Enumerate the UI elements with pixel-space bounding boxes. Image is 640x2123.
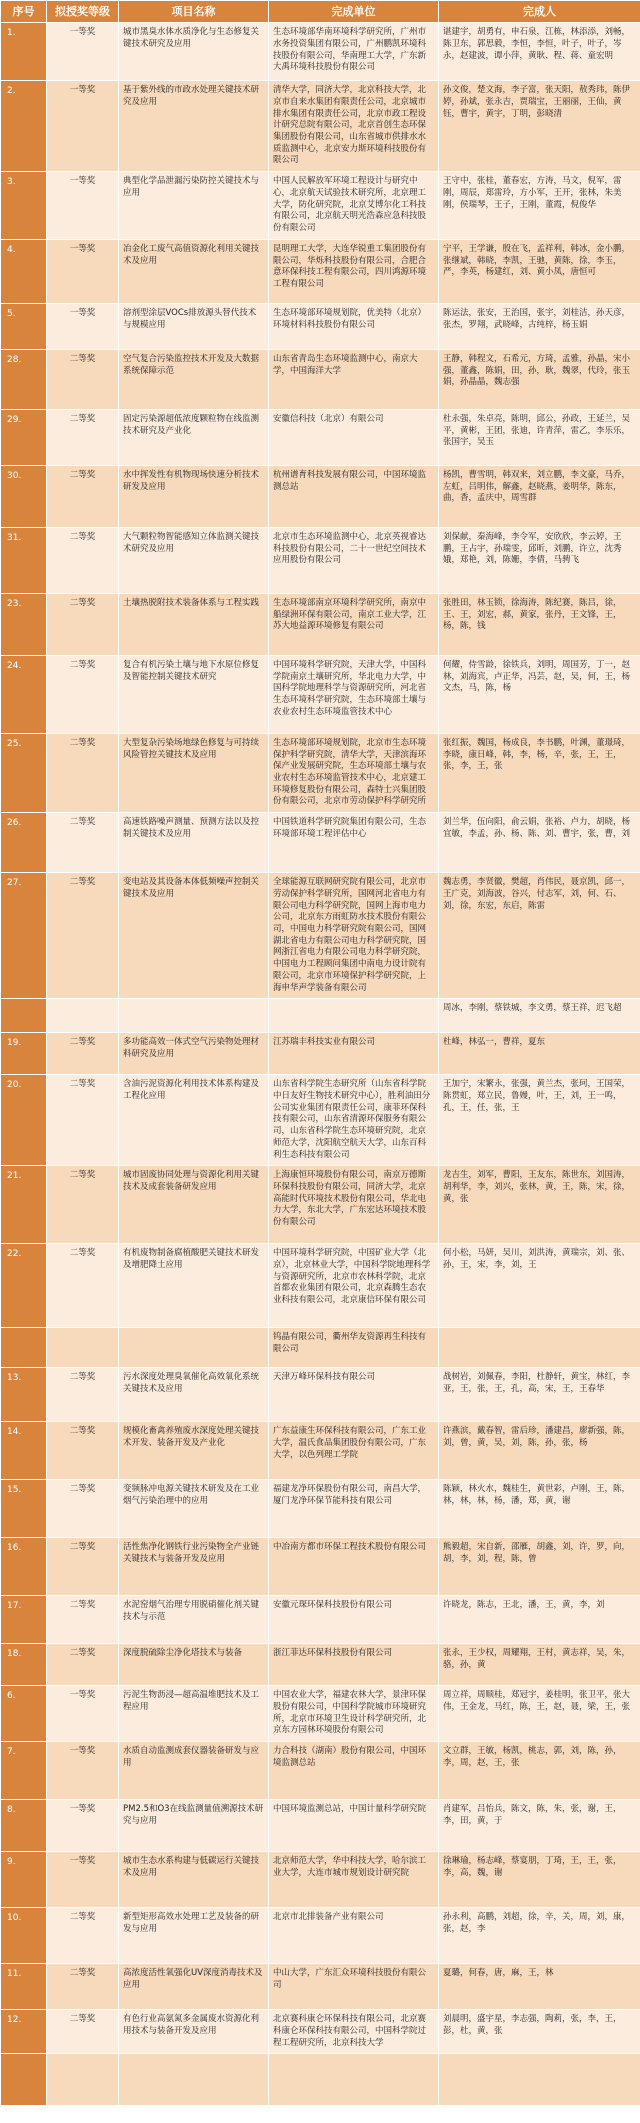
table-row bbox=[1, 873, 640, 999]
row-grade: 一等奖 bbox=[47, 1742, 119, 1800]
row-seq: 15. bbox=[1, 1480, 47, 1538]
row-seq: 24. bbox=[1, 655, 47, 733]
table-row bbox=[1, 1480, 640, 1538]
table-row bbox=[1, 239, 640, 303]
table-row bbox=[1, 1742, 640, 1800]
table-row bbox=[1, 409, 640, 465]
row-project: 典型化学品泄漏污染防控关键技术与应用 bbox=[119, 172, 269, 240]
row-project: 基于紫外线的市政水处理关键技术研究及应用 bbox=[119, 81, 269, 172]
row-grade: 一等奖 bbox=[47, 1852, 119, 1908]
row-people: 魏志勇，李贤徽，樊超，肖伟民，聂京凯，邱一，王广克，刘海波，谷兴，付志军，刘，何、石、刘，徐，东宏，东启，陈雷 bbox=[439, 873, 640, 999]
row-seq: 30. bbox=[1, 465, 47, 527]
row-people: 陈运法，张安，王治国，张宇，刘桂洁，孙天彦，张杰，罗翔，武晓峰，古纯梓，杨玉娟 bbox=[439, 303, 640, 349]
row-units: 昆明理工大学，大连华锐重工集团股份有限公司，华烁科技股份有限公司，合肥合意环保科技工程有限公司，四川鸿源环境工程有限公司 bbox=[269, 239, 439, 303]
row-project: 复合有机污染土壤与地下水原位修复及智能控制关键技术研究 bbox=[119, 655, 269, 733]
row-seq: 4. bbox=[1, 239, 47, 303]
row-seq: 1. bbox=[1, 23, 47, 81]
table-row bbox=[1, 23, 640, 81]
row-grade: 二等奖 bbox=[47, 1480, 119, 1538]
row-project: 高速铁路噪声测量、预测方法以及控制关键技术及应用 bbox=[119, 813, 269, 873]
row-grade: 二等奖 bbox=[47, 349, 119, 409]
row-units: 广东益康生环保科技有限公司，广东工业大学，温氏食品集团股份有限公司，广东大学，以色列理工学院 bbox=[269, 1422, 439, 1480]
row-units: 北京赛科康仑环保科技有限公司，北京赛科康仑环保科技有限公司，中国科学院过程工程研究所，北京科技大学 bbox=[269, 2010, 439, 2054]
row-project: 活性焦净化钢铁行业污染物全产业链关键技术与装备开发及应用 bbox=[119, 1538, 269, 1596]
row-people bbox=[439, 1328, 640, 1368]
row-people: 孙文俊，楚文海，李子富，张天阳，敖秀玮，陈伊婷，孙斌，张永吉，贾瑞宝，王丽丽，王仙，黄钰，曹宇，黄宇，丁明，彭晓清 bbox=[439, 81, 640, 172]
row-grade: 二等奖 bbox=[47, 1368, 119, 1422]
table-row bbox=[1, 813, 640, 873]
table-row bbox=[1, 1852, 640, 1908]
row-units: 上海康恒环境股份有限公司，南京万德斯环保科技股份有限公司，同济大学，北京高能时代环境技术股份有限公司，华北电力大学，东北大学，广东宏达环境技术股份有限公司 bbox=[269, 1166, 439, 1244]
table-row bbox=[1, 465, 640, 527]
row-project: 有色行业高氨氮多金属废水资源化利用技术与装备开发及应用 bbox=[119, 2010, 269, 2054]
row-grade: 二等奖 bbox=[47, 593, 119, 655]
table-row bbox=[1, 999, 640, 1033]
table-row bbox=[1, 1596, 640, 1644]
table-row bbox=[1, 303, 640, 349]
row-project bbox=[119, 2054, 269, 2106]
row-grade: 二等奖 bbox=[47, 813, 119, 873]
row-units: 生态环境部环境规划院，北京市生态环境保护科学研究院，清华大学，天津滨海环保产业发展研究院，生态环境部土壤与农业农村生态环境监管技术中心，北京建工环境修复股份有限公司，森特士兴集团股份有限公司，北京市劳动保护科学研究所 bbox=[269, 733, 439, 812]
row-units: 中国铁道科学研究院集团有限公司，生态环境部环境工程评估中心 bbox=[269, 813, 439, 873]
row-project: 大型复杂污染场地绿色修复与可持续风险管控关键技术及应用 bbox=[119, 733, 269, 812]
row-seq: 28. bbox=[1, 349, 47, 409]
row-seq: 25. bbox=[1, 733, 47, 812]
row-units: 福建龙净环保股份有限公司，南昌大学，厦门龙净环保节能科技有限公司 bbox=[269, 1480, 439, 1538]
row-seq: 27. bbox=[1, 873, 47, 999]
row-grade: 一等奖 bbox=[47, 1800, 119, 1852]
row-units: 中国环境监测总站，中国计量科学研究院 bbox=[269, 1800, 439, 1852]
row-project: 污泥生物沥浸—超高温堆肥技术及工程应用 bbox=[119, 1686, 269, 1742]
row-units: 安徽信科技（北京）有限公司 bbox=[269, 409, 439, 465]
row-people: 杜峰，林弘一，曹祥，夏东 bbox=[439, 1033, 640, 1075]
row-people: 刘晨明，盛宇星，李志强，陶莉，张，李，王，彭，杜，黄，张 bbox=[439, 2010, 640, 2054]
row-units: 中冶南方都市环保工程技术股份有限公司 bbox=[269, 1538, 439, 1596]
table-row bbox=[1, 1033, 640, 1075]
row-units: 钨晶有限公司，衢州华友资源再生科技有限公司 bbox=[269, 1328, 439, 1368]
row-project: 水中挥发性有机物现场快速分析技术研发及应用 bbox=[119, 465, 269, 527]
row-project: 多功能高效一体式空气污染物处理材料研究及应用 bbox=[119, 1033, 269, 1075]
row-seq: 21. bbox=[1, 1166, 47, 1244]
row-people: 许燕滨，戴春智，雷后珍，潘建昌，廖新强，陈，刘，曾，黄，吴，刘，陈，孙，张，杨 bbox=[439, 1422, 640, 1480]
table-row bbox=[1, 1328, 640, 1368]
row-grade: 二等奖 bbox=[47, 1244, 119, 1328]
row-seq: 29. bbox=[1, 409, 47, 465]
row-units: 中国环境科学研究院，中国矿业大学（北京），北京林业大学，中国科学院地理科学与资源研究所，北京市农林科学院，北京首都农业集团有限公司，北京森腾生态农业科技有限公司，北京康信环保有限公司 bbox=[269, 1244, 439, 1328]
row-units: 北京市北排装备产业有限公司 bbox=[269, 1908, 439, 1964]
row-project: PM2.5和O3在线监测量值溯源技术研究与应用 bbox=[119, 1800, 269, 1852]
row-project bbox=[119, 1328, 269, 1368]
row-units: 天津万峰环保科技有限公司 bbox=[269, 1368, 439, 1422]
row-units: 山东省青岛生态环境监测中心，南京大学，中国海洋大学 bbox=[269, 349, 439, 409]
row-project: 大气颗粒物智能感知立体监测关键技术研究及应用 bbox=[119, 527, 269, 593]
row-units bbox=[269, 999, 439, 1033]
table-row bbox=[1, 1644, 640, 1686]
table-row bbox=[1, 1538, 640, 1596]
header-people: 完成人 bbox=[439, 1, 640, 23]
row-seq: 20. bbox=[1, 1075, 47, 1166]
row-people: 王静，韩程文，石希元，方琦，孟雅，孙晶，宋小强，董鑫，陈娟，田，孙，耿，魏翠，代玲，张玉娟，孙晶晶，魏志强 bbox=[439, 349, 640, 409]
row-seq: 22. bbox=[1, 1244, 47, 1328]
row-grade: 二等奖 bbox=[47, 1644, 119, 1686]
row-grade: 二等奖 bbox=[47, 1908, 119, 1964]
row-seq: 5. bbox=[1, 303, 47, 349]
table-row bbox=[1, 1368, 640, 1422]
row-project: 溶剂型涂层VOCs排放源头替代技术与规模应用 bbox=[119, 303, 269, 349]
row-people: 熊毅超，宋自新，邵雁，胡鑫，刘，许，罗，向，胡，李，刘，程，陈，曾 bbox=[439, 1538, 640, 1596]
row-project: 深度脱硫除尘净化塔技术与装备 bbox=[119, 1644, 269, 1686]
row-units: 北京市生态环境监测中心，北京英视睿达科技股份有限公司，二十一世纪空间技术应用股份有限公司 bbox=[269, 527, 439, 593]
row-units: 生态环境部华南环境科学研究所，广州市水务投资集团有限公司，广州鹏凯环境科技股份有限公司，华南理工大学，广东新大禹环境科技股份有限公司 bbox=[269, 23, 439, 81]
row-seq: 19. bbox=[1, 1033, 47, 1075]
table-row bbox=[1, 172, 640, 240]
row-project bbox=[119, 999, 269, 1033]
row-people: 宁平，王学谦，殷在飞，孟祥利，韩冰，金小鹏，张继斌，韩晓，李凯，王驰，黄陈，徐，李玉，严，李英，杨建红，刘、黄小凤，唐恒可 bbox=[439, 239, 640, 303]
row-grade: 二等奖 bbox=[47, 1422, 119, 1480]
row-seq bbox=[1, 999, 47, 1033]
row-units: 浙江菲达环保科技股份有限公司 bbox=[269, 1644, 439, 1686]
table-row bbox=[1, 1422, 640, 1480]
row-grade: 二等奖 bbox=[47, 465, 119, 527]
row-grade: 一等奖 bbox=[47, 239, 119, 303]
row-seq: 8. bbox=[1, 1800, 47, 1852]
row-project: 变电站及其设备本体低频噪声控制关键技术及应用 bbox=[119, 873, 269, 999]
row-people: 龙吉生，刘军，曹阳，王友东，陈世东，刘国涛，胡利华，李，刘兴，张林，黄，王，陈，宋，徐，黄，张 bbox=[439, 1166, 640, 1244]
row-seq: 31. bbox=[1, 527, 47, 593]
row-grade: 二等奖 bbox=[47, 1596, 119, 1644]
row-seq: 11. bbox=[1, 1964, 47, 2010]
row-people: 张胜田，林玉锁，徐海涛，陈纪赛，陈吕，徐，王、王，刘宏，郝，黄家，张丹，王文锋，王，杨，陈，钱 bbox=[439, 593, 640, 655]
table-row bbox=[1, 81, 640, 172]
row-seq: 9. bbox=[1, 1852, 47, 1908]
row-units: 生态环境部环境规划院，优美特（北京）环境材料科技股份有限公司 bbox=[269, 303, 439, 349]
row-people: 何耀，侍雪龄，徐铁兵，刘明，周国芳，丁一，赵林，刘海宾，卢正华，冯芸，赵，吴，何，王，杨文杰，马，陈，杨 bbox=[439, 655, 640, 733]
row-project: 变频脉冲电源关键技术研发及在工业烟气污染治理中的应用 bbox=[119, 1480, 269, 1538]
row-people: 刘保献，秦海峰，李令军，安欣欣，李云婷，王鹏，王占宇，孙瑞雯，邱昕，刘鹏，许立，沈秀娥，郑艳，刘，陈姗，李倩，马骋飞 bbox=[439, 527, 640, 593]
row-people: 王守中，张桂，董春宏，方涛，马文，倪军，雷刚，周辰，郑雷玲，方小军，王开，张林，朱美刚，侯瑞琴，王子，王刚，董霞，倪俊华 bbox=[439, 172, 640, 240]
row-project: 高浓度活性氧强化UV深度消毒技术及应用 bbox=[119, 1964, 269, 2010]
row-people: 徐琳瑜，杨志峰，蔡宴朋，丁琦，王，王，张，李，高，魏，谢 bbox=[439, 1852, 640, 1908]
row-seq bbox=[1, 1328, 47, 1368]
row-seq: 23. bbox=[1, 593, 47, 655]
row-units: 全球能源互联网研究院有限公司，北京市劳动保护科学研究所，国网河北省电力有限公司电力科学研究院，国网上海市电力公司，北京东方雨虹防水技术股份有限公司，中国电力科学研究院有限公司，国网湖北省电力有限公司电力科学研究院，国网浙江省电力有限公司电力科学研究院，中国电力工程顾问集团中南电力设计院有限公司，北京市环境保护科学研究院，上海申华声学装备有限公司 bbox=[269, 873, 439, 999]
table-row bbox=[1, 1964, 640, 2010]
row-grade: 二等奖 bbox=[47, 655, 119, 733]
row-people: 夏璐，何春，唐，麻，王，林 bbox=[439, 1964, 640, 2010]
row-units: 江苏瑞丰科技实业有限公司 bbox=[269, 1033, 439, 1075]
row-seq: 3. bbox=[1, 172, 47, 240]
row-project: 城市固废协同处理与资源化利用关键技术及成套装备研发应用 bbox=[119, 1166, 269, 1244]
header-project: 项目名称 bbox=[119, 1, 269, 23]
header-grade: 拟授奖等级 bbox=[47, 1, 119, 23]
header-seq: 序号 bbox=[1, 1, 47, 23]
row-units: 力合科技（湖南）股份有限公司，中国环境监测总站 bbox=[269, 1742, 439, 1800]
row-units bbox=[269, 2054, 439, 2106]
table-row bbox=[1, 593, 640, 655]
table-row bbox=[1, 1166, 640, 1244]
row-seq: 13. bbox=[1, 1368, 47, 1422]
row-grade bbox=[47, 2054, 119, 2106]
row-grade bbox=[47, 1328, 119, 1368]
row-grade: 一等奖 bbox=[47, 172, 119, 240]
row-project: 土壤热脱附技术装备体系与工程实践 bbox=[119, 593, 269, 655]
table-row bbox=[1, 2010, 640, 2054]
table-row bbox=[1, 1800, 640, 1852]
row-people: 刘兰华，伍向阳，俞云娟，张裕、卢力，胡晓，杨宜敏，李孟，孙、杨、陈、刘、曹宇，张，曹，刘 bbox=[439, 813, 640, 873]
row-grade: 二等奖 bbox=[47, 1964, 119, 2010]
row-project: 新型矩形高效水处理工艺及装备的研发与应用 bbox=[119, 1908, 269, 1964]
row-people: 战树岩，刘佩春，李阳，杜静轩，黄宝，林红，李亚，王，张，王，孔，高，宋，王，王春华 bbox=[439, 1368, 640, 1422]
row-grade: 一等奖 bbox=[47, 81, 119, 172]
row-grade bbox=[47, 999, 119, 1033]
row-project: 污水深度处理臭氧催化高效氧化系统关键技术及应用 bbox=[119, 1368, 269, 1422]
row-grade: 二等奖 bbox=[47, 733, 119, 812]
row-units: 中国农业大学，福建农林大学，景津环保股份有限公司，中国科学院城市环境研究所，北京市环境卫生设计科学研究所，北京东方园林环境股份有限公司 bbox=[269, 1686, 439, 1742]
row-units: 北京师范大学，华中科技大学，哈尔滨工业大学，大连市城市规划设计研究院 bbox=[269, 1852, 439, 1908]
table-header-row bbox=[1, 1, 640, 23]
row-project: 冶金化工废气高值资源化利用关键技术及应用 bbox=[119, 239, 269, 303]
row-seq: 10. bbox=[1, 1908, 47, 1964]
row-seq: 18. bbox=[1, 1644, 47, 1686]
row-people: 许晓龙，陈志，王北，潘，王，黄，李，刘 bbox=[439, 1596, 640, 1644]
row-grade: 二等奖 bbox=[47, 1538, 119, 1596]
row-grade: 一等奖 bbox=[47, 1686, 119, 1742]
row-people: 文立群，王敏，杨凯，桃志，郭，刘，陈，孙，李，周，赵，王，张 bbox=[439, 1742, 640, 1800]
row-grade: 二等奖 bbox=[47, 527, 119, 593]
row-project: 含油污泥资源化利用技术体系构建及工程化应用 bbox=[119, 1075, 269, 1166]
table-row bbox=[1, 1244, 640, 1328]
row-seq: 17. bbox=[1, 1596, 47, 1644]
table-row bbox=[1, 2054, 640, 2106]
row-project: 固定污染源超低浓度颗粒物在线监测技术研究及产业化 bbox=[119, 409, 269, 465]
row-units: 清华大学，同济大学，北京科技大学，北京市自来水集团有限责任公司，北京城市排水集团有限责任公司，北京市政工程设计研究总院有限公司，北京首创生态环保集团股份有限公司，山东省城市供排水水质监测中心，北京安力斯环境科技股份有限公司 bbox=[269, 81, 439, 172]
row-people: 杨凯，曹雪明，韩双来，刘立鹏，李文豪，马乔，左虹，吕明伟，解鑫，赵晓燕，姜明华，陈东，曲，香，孟庆中，周雪群 bbox=[439, 465, 640, 527]
row-units: 中国人民解放军环境工程设计与研究中心，北京航天试验技术研究所，北京理工大学，防化研究院，北京艾博尔化工科技有限公司，北京航天明光浩森应急科技股份有限公司 bbox=[269, 172, 439, 240]
row-people: 孙永利，高鹏，刘超，徐，辛，关，周，刘，康，张，赵，李 bbox=[439, 1908, 640, 1964]
row-units: 安徽元琛环保科技股份有限公司 bbox=[269, 1596, 439, 1644]
row-people: 周立祥，周顺桂，郑冠宇，姜桂明，张卫平，张大伟，王金龙，马红，陈，王，赵，聂，梁，王，张 bbox=[439, 1686, 640, 1742]
row-units: 杭州谱育科技发展有限公司，中国环境监测总站 bbox=[269, 465, 439, 527]
header-units: 完成单位 bbox=[269, 1, 439, 23]
row-project: 城市黑臭水体水质净化与生态修复关键技术研究及应用 bbox=[119, 23, 269, 81]
row-seq: 14. bbox=[1, 1422, 47, 1480]
row-people: 周冰，李刚，蔡铁城，李文勇，蔡王祥，迟飞超 bbox=[439, 999, 640, 1033]
row-project: 水泥窑烟气治理专用脱硝催化剂关键技术与示范 bbox=[119, 1596, 269, 1644]
row-grade: 一等奖 bbox=[47, 303, 119, 349]
row-grade: 一等奖 bbox=[47, 23, 119, 81]
table-row bbox=[1, 1075, 640, 1166]
row-seq: 2. bbox=[1, 81, 47, 172]
row-grade: 二等奖 bbox=[47, 2010, 119, 2054]
table-row bbox=[1, 1908, 640, 1964]
row-people: 王加宁，宋繁永，张强，黄兰杰，张珂，王国荣，陈贯虹，郑立民，鲁嫚，叶，王，刘，王一鸣，孔，王，任，张，王 bbox=[439, 1075, 640, 1166]
table-row bbox=[1, 527, 640, 593]
row-seq: 6. bbox=[1, 1686, 47, 1742]
row-units: 中山大学，广东汇众环境科技股份有限公司 bbox=[269, 1964, 439, 2010]
row-grade: 二等奖 bbox=[47, 1033, 119, 1075]
row-seq bbox=[1, 2054, 47, 2106]
row-seq: 12. bbox=[1, 2010, 47, 2054]
row-project: 规模化畜禽养殖废水深度处理关键技术开发、装备开发及产业化 bbox=[119, 1422, 269, 1480]
row-units: 中国环境科学研究院，天津大学，中国科学院南京土壤研究所，华北电力大学，中国科学院地理科学与资源研究所，河北省生态环境科学研究院，生态环境部土壤与农业农村生态环境监管技术中心 bbox=[269, 655, 439, 733]
row-project: 水质自动监测成套仪器装备研发与应用 bbox=[119, 1742, 269, 1800]
row-people: 张永，王少权，周耀翔，王村，黄志祥，吴，朱，骆，孙，黄 bbox=[439, 1644, 640, 1686]
row-people bbox=[439, 2054, 640, 2106]
row-seq: 16. bbox=[1, 1538, 47, 1596]
row-people: 谌建宇，胡勇有，申石泉，江栋，林添添，刘畅，陈卫东，郭思毅，李恒，李恒，叶子，叶子，岑永，赵建波，谭小萍，黄耿、程、蒋、童宏明 bbox=[439, 23, 640, 81]
row-project: 空气复合污染监控技术开发及大数据系统保障示范 bbox=[119, 349, 269, 409]
table-row bbox=[1, 733, 640, 812]
row-people: 杜永强，朱卓亮，陈明，邱公，孙政，王延兰，吴平，黄彬，王团，张迪，许青萍，雷乙，李乐乐，张国宇，吴玉 bbox=[439, 409, 640, 465]
row-grade: 二等奖 bbox=[47, 1166, 119, 1244]
row-people: 何小松，马妍，吴川，刘洪涛，黄瑞宗，刘、张、孙，王，宋，李，刘，王 bbox=[439, 1244, 640, 1328]
row-grade: 二等奖 bbox=[47, 873, 119, 999]
row-units: 山东省科学院生态研究所（山东省科学院中日友好生物技术研究中心），胜利油田分公司实业集团有限责任公司，康菲环保科技有限公司，山东省清源环保服务有限公司，山东省科学院生态环境研究院，北京师范大学，沈阳航空航天大学，山东百科利生态科技有限公司 bbox=[269, 1075, 439, 1166]
row-project: 有机废物制备腐植酸肥关键技术研发及增肥降土应用 bbox=[119, 1244, 269, 1328]
row-units: 生态环境部南京环境科学研究所，南京中船绿洲环保有限公司，南京工业大学，江苏大地益源环境修复有限公司 bbox=[269, 593, 439, 655]
row-people: 肖建军，吕怡兵，陈文，陈，朱，张，谢，王，李，田，黄，于 bbox=[439, 1800, 640, 1852]
row-grade: 二等奖 bbox=[47, 409, 119, 465]
table-row bbox=[1, 655, 640, 733]
row-people: 张红振，魏国，杨成良，李书鹏，叶渊，董璟琦，李晓，康日峰，韩，李，杨，辛，张，王，王，张，李，王，张 bbox=[439, 733, 640, 812]
row-grade: 二等奖 bbox=[47, 1075, 119, 1166]
row-seq: 7. bbox=[1, 1742, 47, 1800]
row-seq: 26. bbox=[1, 813, 47, 873]
table-row bbox=[1, 1686, 640, 1742]
row-people: 陈颖，林火水，魏桂生，黄世彩，卢刚，王，陈，林，林，林，杨，潘，郑，黄，谢 bbox=[439, 1480, 640, 1538]
table-row bbox=[1, 349, 640, 409]
row-project: 城市生态水系构建与低碳运行关键技术及应用 bbox=[119, 1852, 269, 1908]
